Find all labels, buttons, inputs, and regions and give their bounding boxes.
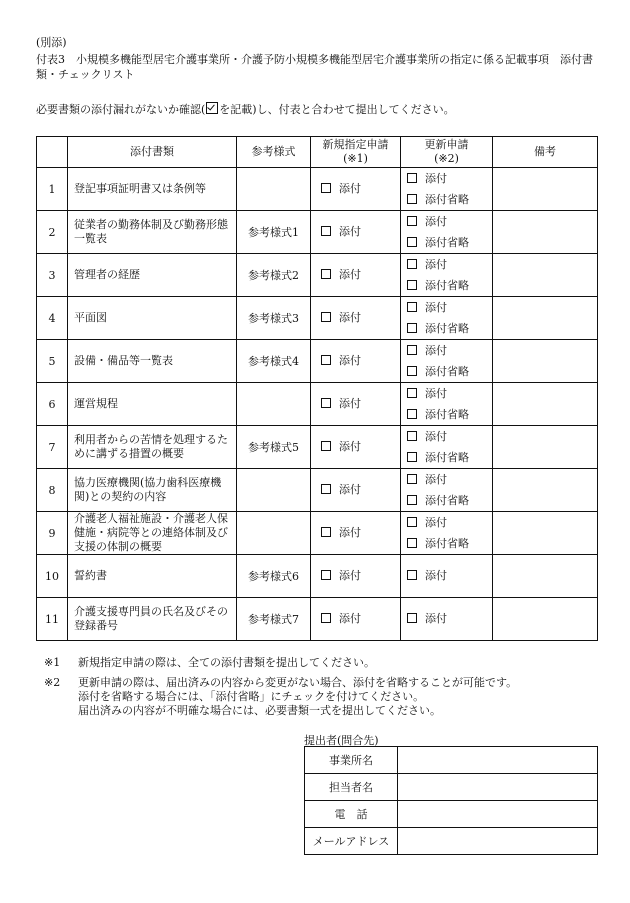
phone-label: 電 話	[305, 801, 398, 828]
checkmark-icon	[206, 102, 218, 114]
checkbox[interactable]	[407, 517, 417, 527]
checkbox-label: 添付	[425, 258, 447, 271]
row-number: 3	[37, 254, 68, 297]
checkbox[interactable]	[321, 312, 331, 322]
remarks-cell[interactable]	[493, 383, 598, 426]
renewal-application-cell	[401, 383, 493, 426]
office-name-field[interactable]	[398, 747, 598, 774]
renewal-application-cell	[401, 512, 493, 555]
checkbox[interactable]	[407, 259, 417, 269]
checkbox[interactable]	[407, 431, 417, 441]
document-name: 利用者からの苦情を処理するために講ずる措置の概要	[68, 426, 237, 469]
table-header-row	[37, 137, 598, 168]
document-name: 管理者の経歴	[68, 254, 237, 297]
checkbox[interactable]	[407, 280, 417, 290]
new-application-cell	[311, 297, 401, 340]
checkbox[interactable]	[321, 570, 331, 580]
renew-attach-option[interactable]	[407, 612, 492, 626]
checkbox-label: 添付	[425, 569, 447, 582]
checkbox[interactable]	[407, 570, 417, 580]
checkbox[interactable]	[407, 366, 417, 376]
office-name-label: 事業所名	[305, 747, 398, 774]
checkbox-label: 添付	[339, 354, 361, 367]
table-row	[37, 254, 598, 297]
remarks-cell[interactable]	[493, 168, 598, 211]
checkbox-label: 添付	[339, 612, 361, 625]
table-row	[37, 211, 598, 254]
renew-omit-option[interactable]	[407, 533, 492, 554]
header-remarks: 備考	[493, 137, 598, 168]
row-number: 10	[37, 555, 68, 598]
remarks-cell[interactable]	[493, 297, 598, 340]
checkbox-label: 添付	[339, 225, 361, 238]
checkbox[interactable]	[321, 398, 331, 408]
renew-attach-option[interactable]	[407, 426, 492, 447]
checkbox-label: 添付省略	[425, 537, 469, 550]
table-row	[37, 340, 598, 383]
checkbox-label: 添付	[339, 569, 361, 582]
checkbox-label: 添付省略	[425, 451, 469, 464]
note-2-line-1: 更新申請の際は、届出済みの内容から変更がない場合、添付を省略することが可能です。	[78, 676, 518, 689]
document-name: 誓約書	[68, 555, 237, 598]
row-number: 11	[37, 598, 68, 641]
instruction-text	[36, 101, 455, 117]
checkbox-label: 添付省略	[425, 494, 469, 507]
checkbox[interactable]	[407, 409, 417, 419]
new-application-cell	[311, 512, 401, 555]
checkbox-label: 添付省略	[425, 365, 469, 378]
header-new-line2: (※1)	[343, 152, 368, 165]
table-row	[37, 297, 598, 340]
checkbox-label: 添付	[425, 516, 447, 529]
checkbox[interactable]	[321, 183, 331, 193]
note-1	[44, 656, 517, 670]
header-renew-line1: 更新申請	[424, 138, 469, 151]
checkbox[interactable]	[407, 388, 417, 398]
new-attach-option[interactable]	[321, 354, 400, 368]
checkbox[interactable]	[407, 323, 417, 333]
new-attach-option[interactable]	[321, 311, 400, 325]
checkbox[interactable]	[407, 173, 417, 183]
renew-omit-option[interactable]	[407, 404, 492, 425]
new-application-cell	[311, 469, 401, 512]
checkbox[interactable]	[321, 441, 331, 451]
submitter-row-email	[305, 828, 598, 855]
row-number: 4	[37, 297, 68, 340]
renew-attach-option[interactable]	[407, 340, 492, 361]
header-renewal-application	[401, 137, 493, 168]
renew-attach-option[interactable]	[407, 512, 492, 533]
renew-omit-option[interactable]	[407, 447, 492, 468]
checkbox[interactable]	[407, 613, 417, 623]
reference-form	[237, 383, 311, 426]
renew-attach-option[interactable]	[407, 569, 492, 583]
renew-attach-option[interactable]	[407, 297, 492, 318]
new-attach-option[interactable]	[321, 483, 400, 497]
submitter-label: 提出者(問合先)	[304, 734, 379, 747]
row-number: 9	[37, 512, 68, 555]
reference-form: 参考様式6	[237, 555, 311, 598]
document-name: 介護支援専門員の氏名及びその登録番号	[68, 598, 237, 641]
note-1-line-1: 新規指定申請の際は、全ての添付書類を提出してください。	[78, 656, 375, 669]
renewal-application-cell	[401, 340, 493, 383]
checkbox-label: 添付	[425, 344, 447, 357]
new-application-cell	[311, 383, 401, 426]
renewal-application-cell	[401, 168, 493, 211]
renew-attach-option[interactable]	[407, 254, 492, 275]
table-row	[37, 598, 598, 641]
renewal-application-cell	[401, 469, 493, 512]
header-renew-line2: (※2)	[434, 152, 459, 165]
checkbox-label: 添付	[339, 397, 361, 410]
table-row	[37, 512, 598, 555]
checkbox[interactable]	[407, 538, 417, 548]
reference-form: 参考様式7	[237, 598, 311, 641]
new-attach-option[interactable]	[321, 397, 400, 411]
checkbox-label: 添付	[339, 268, 361, 281]
note-2-mark: ※2	[44, 676, 61, 689]
new-application-cell	[311, 254, 401, 297]
new-application-cell	[311, 168, 401, 211]
note-2-line-2: 添付を省略する場合には、「添付省略」にチェックを付けてください。	[78, 690, 425, 703]
checkbox[interactable]	[407, 345, 417, 355]
table-row	[37, 426, 598, 469]
notes-section	[44, 656, 517, 724]
row-number: 1	[37, 168, 68, 211]
instruction-before: 必要書類の添付漏れがないか確認(	[36, 103, 206, 116]
checkbox[interactable]	[407, 302, 417, 312]
new-attach-option[interactable]	[321, 225, 400, 239]
checkbox-label: 添付	[425, 215, 447, 228]
instruction-after: を記載)し、付表と合わせて提出してください。	[219, 103, 455, 116]
checklist-table	[36, 136, 598, 641]
document-name: 介護老人福祉施設・介護老人保健施・病院等との連絡体制及び支援の体制の概要	[68, 512, 237, 555]
row-number: 2	[37, 211, 68, 254]
submitter-row-phone	[305, 801, 598, 828]
checkbox-label: 添付	[425, 612, 447, 625]
new-attach-option[interactable]	[321, 612, 400, 626]
submitter-row-person	[305, 774, 598, 801]
reference-form	[237, 168, 311, 211]
new-application-cell	[311, 598, 401, 641]
row-number: 8	[37, 469, 68, 512]
remarks-cell[interactable]	[493, 555, 598, 598]
renew-omit-option[interactable]	[407, 232, 492, 253]
header-ref: 参考様式	[237, 137, 311, 168]
checkbox-label: 添付	[425, 387, 447, 400]
checkbox-label: 添付省略	[425, 236, 469, 249]
renew-omit-option[interactable]	[407, 318, 492, 339]
phone-field[interactable]	[398, 801, 598, 828]
reference-form: 参考様式3	[237, 297, 311, 340]
document-name: 平面図	[68, 297, 237, 340]
renew-attach-option[interactable]	[407, 168, 492, 189]
checkbox-label: 添付	[425, 301, 447, 314]
new-application-cell	[311, 340, 401, 383]
checkbox-label: 添付	[339, 526, 361, 539]
document-name: 登記事項証明書又は条例等	[68, 168, 237, 211]
page-title: 付表3 小規模多機能型居宅介護事業所・介護予防小規模多機能型居宅介護事業所の指定に係る記載事項 添付書類・チェックリスト	[36, 53, 593, 81]
submitter-row-office	[305, 747, 598, 774]
note-2	[44, 676, 517, 718]
new-attach-option[interactable]	[321, 569, 400, 583]
remarks-cell[interactable]	[493, 340, 598, 383]
remarks-cell[interactable]	[493, 469, 598, 512]
renew-attach-option[interactable]	[407, 383, 492, 404]
person-in-charge-label: 担当者名	[305, 774, 398, 801]
checkbox[interactable]	[321, 613, 331, 623]
renew-omit-option[interactable]	[407, 490, 492, 511]
checkbox[interactable]	[321, 355, 331, 365]
new-attach-option[interactable]	[321, 268, 400, 282]
renewal-application-cell	[401, 426, 493, 469]
checkbox[interactable]	[321, 484, 331, 494]
reference-form	[237, 469, 311, 512]
note-2-line-3: 届出済みの内容が不明確な場合には、必要書類一式を提出してください。	[78, 704, 441, 717]
renewal-application-cell	[401, 555, 493, 598]
reference-form: 参考様式2	[237, 254, 311, 297]
checkbox-label: 添付	[425, 473, 447, 486]
renewal-application-cell	[401, 254, 493, 297]
remarks-cell[interactable]	[493, 512, 598, 555]
header-new-line1: 新規指定申請	[322, 138, 389, 151]
checkbox-label: 添付省略	[425, 193, 469, 206]
document-name: 協力医療機関(協力歯科医療機関)との契約の内容	[68, 469, 237, 512]
person-in-charge-field[interactable]	[398, 774, 598, 801]
table-row	[37, 168, 598, 211]
reference-form: 参考様式4	[237, 340, 311, 383]
table-row	[37, 469, 598, 512]
renew-omit-option[interactable]	[407, 189, 492, 210]
new-application-cell	[311, 211, 401, 254]
checkbox[interactable]	[407, 194, 417, 204]
header-doc: 添付書類	[68, 137, 237, 168]
remarks-cell[interactable]	[493, 254, 598, 297]
checkbox[interactable]	[407, 216, 417, 226]
table-row	[37, 383, 598, 426]
renew-omit-option[interactable]	[407, 361, 492, 382]
checkbox[interactable]	[407, 452, 417, 462]
row-number: 7	[37, 426, 68, 469]
checkbox-label: 添付省略	[425, 408, 469, 421]
checkbox-label: 添付	[425, 430, 447, 443]
table-row	[37, 555, 598, 598]
checkbox[interactable]	[321, 527, 331, 537]
checkbox-label: 添付	[339, 311, 361, 324]
remarks-cell[interactable]	[493, 211, 598, 254]
new-attach-option[interactable]	[321, 182, 400, 196]
renew-attach-option[interactable]	[407, 469, 492, 490]
header-new-application	[311, 137, 401, 168]
renew-omit-option[interactable]	[407, 275, 492, 296]
checkbox[interactable]	[321, 226, 331, 236]
new-attach-option[interactable]	[321, 440, 400, 454]
email-field[interactable]	[398, 828, 598, 855]
submitter-table	[304, 746, 598, 855]
checkbox[interactable]	[407, 495, 417, 505]
remarks-cell[interactable]	[493, 598, 598, 641]
row-number: 6	[37, 383, 68, 426]
reference-form: 参考様式5	[237, 426, 311, 469]
renewal-application-cell	[401, 297, 493, 340]
reference-form: 参考様式1	[237, 211, 311, 254]
checkbox-label: 添付省略	[425, 322, 469, 335]
renewal-application-cell	[401, 598, 493, 641]
reference-form	[237, 512, 311, 555]
header-no	[37, 137, 68, 168]
checkbox-label: 添付	[339, 440, 361, 453]
note-1-mark: ※1	[44, 656, 61, 669]
checkbox-label: 添付	[339, 182, 361, 195]
checkbox-label: 添付省略	[425, 279, 469, 292]
checkbox[interactable]	[321, 269, 331, 279]
renewal-application-cell	[401, 211, 493, 254]
document-name: 運営規程	[68, 383, 237, 426]
remarks-cell[interactable]	[493, 426, 598, 469]
document-name: 設備・備品等一覧表	[68, 340, 237, 383]
renew-attach-option[interactable]	[407, 211, 492, 232]
email-label: メールアドレス	[305, 828, 398, 855]
new-attach-option[interactable]	[321, 526, 400, 540]
checkbox-label: 添付	[339, 483, 361, 496]
new-application-cell	[311, 555, 401, 598]
checkbox[interactable]	[407, 474, 417, 484]
checkbox-label: 添付	[425, 172, 447, 185]
annex-label: (別添)	[36, 36, 67, 49]
row-number: 5	[37, 340, 68, 383]
new-application-cell	[311, 426, 401, 469]
document-name: 従業者の勤務体制及び勤務形態一覧表	[68, 211, 237, 254]
checkbox[interactable]	[407, 237, 417, 247]
